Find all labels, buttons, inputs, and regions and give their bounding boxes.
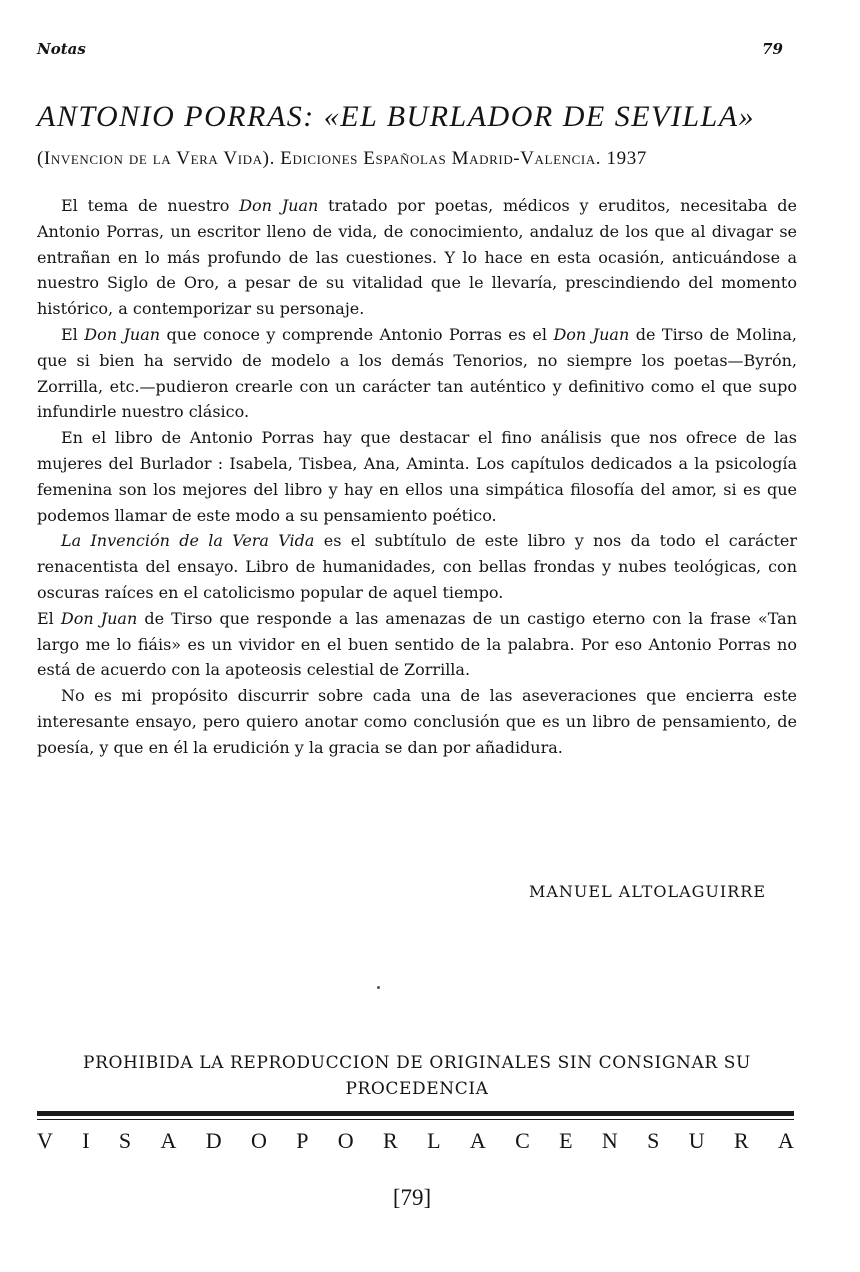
header-page-number: 79	[762, 40, 783, 58]
page-number: [79]	[392, 1185, 432, 1210]
censorship-letter: S	[647, 1128, 660, 1153]
censorship-letter: E	[559, 1128, 573, 1153]
paragraph: El tema de nuestro Don Juan tratado por poetas, médicos y eruditos, necesitaba de Antonio Porras, un escritor lleno de vida, de conocimiento, andaluz de los que al divagar se entrañan en lo más profundo de las cuestiones. Y lo hace en esta ocasión, anticuándose a nuestro Siglo de Oro, a pesar de su vitalidad que le llevaría, prescindiendo del momento histórico, a contemporizar su personaje.	[37, 196, 797, 319]
divider-thick	[37, 1111, 794, 1116]
paragraph: El Don Juan que conoce y comprende Antonio Porras es el Don Juan de Tirso de Molina, que si bien ha servido de modelo a los demás Tenorios, no siempre los poetas—Byrón, Zorrilla, etc.—pudieron crearle con un carácter tan auténtico y definitivo como el que supo infundirle nuestro clásico.	[37, 324, 797, 422]
article-title: ANTONIO PORRAS: «EL BURLADOR DE SEVILLA»	[37, 100, 756, 133]
separator-dot	[377, 986, 380, 989]
censorship-letter: I	[82, 1128, 90, 1153]
censorship-letter: L	[427, 1128, 441, 1153]
paragraph: No es mi propósito discurrir sobre cada una de las aseveraciones que encierra este interesante ensayo, pero quiero anotar como conclusión que es un libro de pensamiento, de poesía, y que en él la erudición y la gracia se dan por añadidura.	[37, 686, 797, 757]
censorship-letter: S	[118, 1128, 132, 1153]
censorship-letter: O	[337, 1128, 354, 1153]
censorship-letter: A	[160, 1128, 177, 1153]
paragraph: En el libro de Antonio Porras hay que destacar el fino análisis que nos ofrece de las mujeres del Burlador : Isabela, Tisbea, Ana, Aminta. Los capítulos dedicados a la psicología femenina son los mejores del libro y hay en ellos una simpática filosofía del amor, si es que podemos llamar de este modo a su pensamiento poético.	[37, 428, 797, 525]
censorship-letter: A	[469, 1128, 486, 1153]
article-subtitle: (Invencion de la Vera Vida). Ediciones Españolas Madrid-Valencia. 1937	[37, 148, 647, 169]
paragraph: La Invención de la Vera Vida es el subtítulo de este libro y nos da todo el carácter renacentista del ensayo. Libro de humanidades, con bellas frondas y nubes teológicas, con oscuras raíces en el catolicismo popular de aquel tiempo.	[37, 531, 798, 602]
paragraph: El Don Juan de Tirso que responde a las amenazas de un castigo eterno con la frase «Tan largo me lo fiáis» es un vividor en el buen sentido de la palabra. Por eso Antonio Porras no está de acuerdo con la apoteosis celestial de Zorrilla.	[37, 608, 797, 680]
censorship-letter: V	[37, 1128, 53, 1153]
censorship-letter: A	[778, 1128, 794, 1153]
censorship-letter: R	[383, 1128, 398, 1153]
censorship-letter: R	[733, 1128, 749, 1153]
censorship-letter: U	[688, 1128, 705, 1153]
censorship-letter: N	[601, 1128, 618, 1153]
censorship-letter: O	[250, 1128, 267, 1153]
section-name: Notas	[37, 40, 86, 58]
censorship-stamp	[37, 1128, 794, 1154]
censorship-letter: P	[296, 1128, 309, 1153]
divider-thin	[37, 1119, 794, 1120]
reproduction-notice: PROHIBIDA LA REPRODUCCION DE ORIGINALES SIN CONSIGNAR SU PROCEDENCIA	[83, 1053, 751, 1099]
article-body	[37, 193, 797, 761]
author-signature: MANUEL ALTOLAGUIRRE	[528, 882, 766, 901]
censorship-letter: D	[205, 1128, 222, 1153]
censorship-letter: C	[515, 1128, 530, 1153]
running-header	[37, 40, 783, 58]
